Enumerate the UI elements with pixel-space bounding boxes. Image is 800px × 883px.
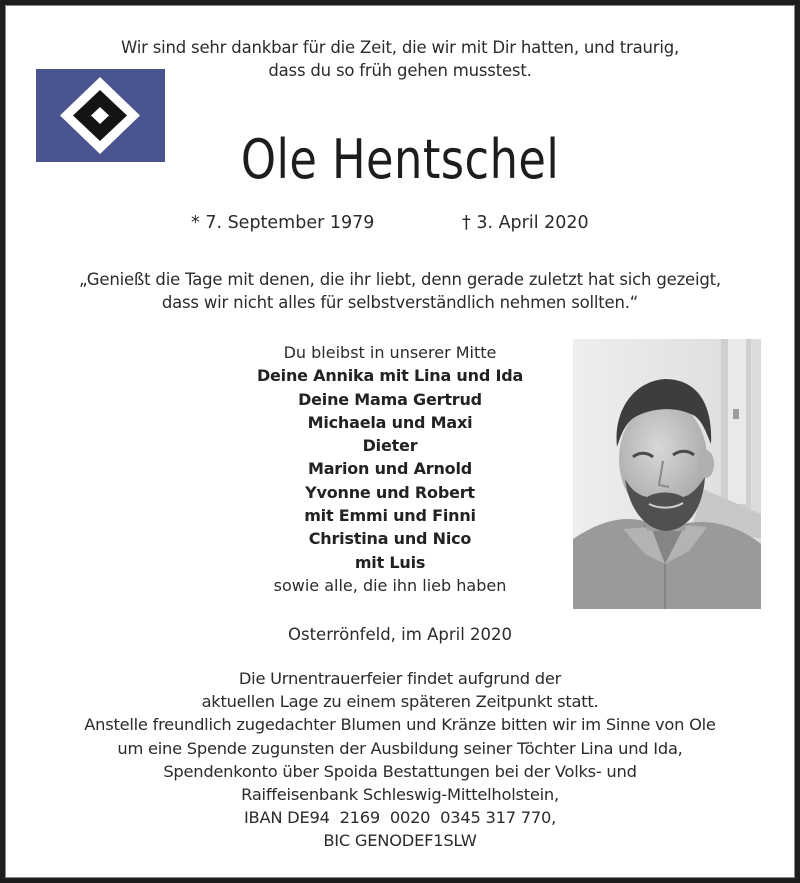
- place-and-date: Osterrönfeld, im April 2020: [287, 625, 513, 644]
- funeral-and-donation-info: [5, 667, 795, 853]
- intro-line: dass du so früh gehen musstest.: [268, 61, 532, 80]
- mourner-name: Yvonne und Robert: [305, 482, 475, 502]
- mourner-name: Deine Mama Gertrud: [298, 389, 482, 409]
- obituary-notice: [5, 5, 795, 878]
- death-date: † 3. April 2020: [462, 213, 589, 233]
- quote-line: „Genießt die Tage mit denen, die ihr liebt, denn gerade zuletzt hat sich gezeigt,: [79, 270, 721, 289]
- mourners-intro: Du bleibst in unserer Mitte: [283, 343, 497, 362]
- info-line: um eine Spende zugunsten der Ausbildung seiner Töchter Lina und Ida,: [117, 738, 683, 758]
- info-line: Raiffeisenbank Schleswig-Mittelholstein,: [241, 785, 559, 805]
- portrait-photo: [573, 339, 761, 609]
- mourner-name: Deine Annika mit Lina und Ida: [256, 366, 524, 386]
- mourner-name: mit Luis: [354, 552, 426, 572]
- quote: [5, 268, 795, 314]
- iban-line: IBAN DE94 2169 0020 0345 317 770,: [243, 808, 557, 828]
- club-logo: [36, 69, 165, 162]
- deceased-name: [185, 129, 615, 191]
- info-line: Anstelle freundlich zugedachter Blumen und Kränze bitten wir im Sinne von Ole: [84, 715, 716, 735]
- deceased-name-text: Ole Hentschel: [240, 128, 560, 191]
- mourner-name: Marion und Arnold: [307, 459, 473, 479]
- mourner-name: Christina und Nico: [308, 529, 472, 549]
- portrait-image: [573, 339, 761, 609]
- birth-date: * 7. September 1979: [191, 213, 375, 233]
- info-line: aktuellen Lage zu einem späteren Zeitpunkt statt.: [201, 692, 599, 712]
- mourner-name: mit Emmi und Finni: [304, 506, 476, 526]
- mourners-list: [240, 341, 540, 597]
- mourners-outro: sowie alle, die ihn lieb haben: [273, 575, 507, 595]
- intro-line: Wir sind sehr dankbar für die Zeit, die wir mit Dir hatten, und traurig,: [120, 38, 680, 57]
- mourner-name: Michaela und Maxi: [307, 412, 473, 432]
- hsv-diamond-icon: [36, 69, 165, 162]
- info-line: Spendenkonto über Spoida Bestattungen bei der Volks- und: [163, 761, 637, 781]
- quote-line: dass wir nicht alles für selbstverständlich nehmen sollten.“: [161, 293, 639, 312]
- info-line: Die Urnentrauerfeier findet aufgrund der: [238, 669, 562, 688]
- mourner-name: Dieter: [362, 436, 418, 456]
- bic-line: BIC GENODEF1SLW: [323, 831, 477, 851]
